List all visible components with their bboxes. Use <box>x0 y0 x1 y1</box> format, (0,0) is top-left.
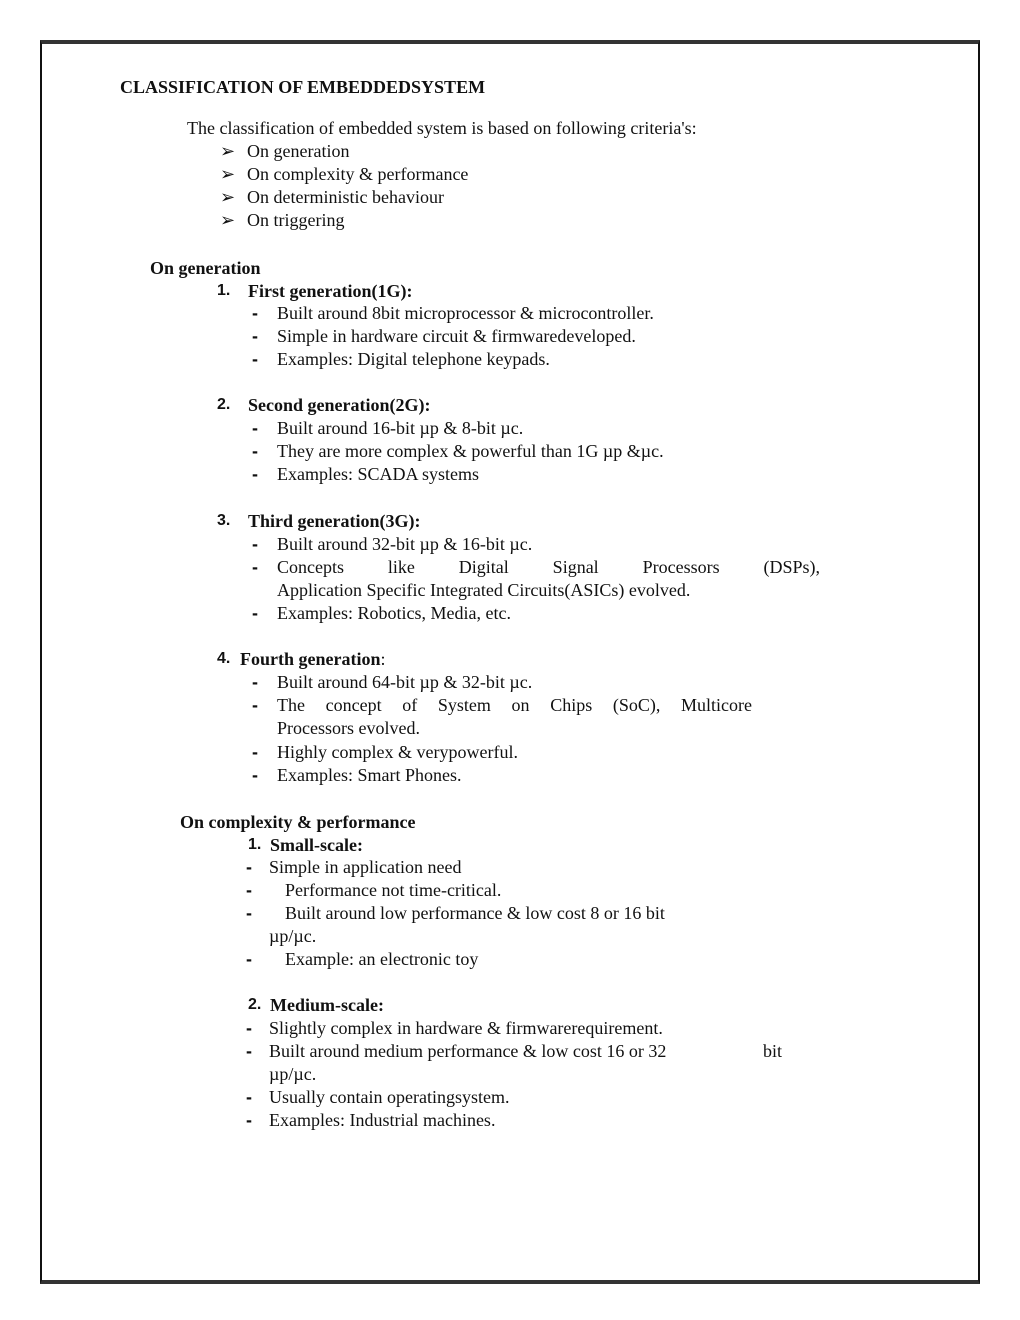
point: Concepts like Digital Signal Processors (DSPs), <box>277 557 820 577</box>
arrow-bullet-icon: ➢ <box>220 141 236 161</box>
criteria-item: On generation <box>247 141 350 161</box>
dash-bullet-icon: - <box>246 903 252 923</box>
item-number: 1. <box>217 282 231 299</box>
point: Built around medium performance & low cost 16 or 32 <box>269 1041 667 1061</box>
section-heading-generation: On generation <box>150 258 261 278</box>
dash-bullet-icon: - <box>252 672 258 692</box>
item-number: 3. <box>217 512 231 529</box>
point: Examples: SCADA systems <box>277 464 480 484</box>
dash-bullet-icon: - <box>252 603 258 623</box>
dash-bullet-icon: - <box>246 1087 252 1107</box>
item-number: 4. <box>217 650 231 667</box>
dash-bullet-icon: - <box>252 534 258 554</box>
point: Built around 64-bit µp & 32-bit µc. <box>277 672 533 692</box>
dash-bullet-icon: - <box>252 326 258 346</box>
dash-bullet-icon: - <box>252 349 258 369</box>
dash-bullet-icon: - <box>246 880 252 900</box>
section-heading-complexity: On complexity & performance <box>180 812 416 832</box>
dash-bullet-icon: - <box>252 765 258 785</box>
document-title: CLASSIFICATION OF EMBEDDEDSYSTEM <box>120 77 486 97</box>
point: The concept of System on Chips (SoC), Multicore <box>277 695 752 715</box>
point-continuation: µp/µc. <box>269 926 317 946</box>
criteria-item: On triggering <box>247 210 345 230</box>
dash-bullet-icon: - <box>252 418 258 438</box>
item-title: First generation(1G): <box>248 281 413 301</box>
dash-bullet-icon: - <box>252 557 258 577</box>
point-continuation: µp/µc. <box>269 1064 317 1084</box>
arrow-bullet-icon: ➢ <box>220 210 236 230</box>
dash-bullet-icon: - <box>252 464 258 484</box>
point: Usually contain operatingsystem. <box>269 1087 510 1107</box>
item-title-suffix: : <box>380 649 386 669</box>
page-border <box>40 40 980 1284</box>
point: Performance not time-critical. <box>285 880 502 900</box>
point: They are more complex & powerful than 1G µp &µc. <box>277 441 664 461</box>
point-continuation: Processors evolved. <box>277 718 420 738</box>
item-title: Medium-scale: <box>270 995 384 1015</box>
point: Example: an electronic toy <box>285 949 479 969</box>
point-continuation: Application Specific Integrated Circuits(ASICs) evolved. <box>277 580 691 600</box>
point: Built around 16-bit µp & 8-bit µc. <box>277 418 524 438</box>
point: Built around low performance & low cost 8 or 16 bit <box>285 903 665 923</box>
item-title: Second generation(2G): <box>248 395 431 415</box>
dash-bullet-icon: - <box>252 695 258 715</box>
point: Examples: Smart Phones. <box>277 765 462 785</box>
point: Built around 8bit microprocessor & microcontroller. <box>277 303 654 323</box>
criteria-item: On complexity & performance <box>247 164 469 184</box>
arrow-bullet-icon: ➢ <box>220 164 236 184</box>
intro-text: The classification of embedded system is based on following criteria's: <box>187 118 697 138</box>
point: Examples: Industrial machines. <box>269 1110 496 1130</box>
point: Simple in hardware circuit & firmwaredeveloped. <box>277 326 636 346</box>
dash-bullet-icon: - <box>252 742 258 762</box>
point: Examples: Digital telephone keypads. <box>277 349 550 369</box>
item-title: Small-scale: <box>270 835 363 855</box>
dash-bullet-icon: - <box>246 1018 252 1038</box>
point: Highly complex & verypowerful. <box>277 742 518 762</box>
point: Built around 32-bit µp & 16-bit µc. <box>277 534 533 554</box>
arrow-bullet-icon: ➢ <box>220 187 236 207</box>
dash-bullet-icon: - <box>252 303 258 323</box>
point: Slightly complex in hardware & firmwarerequirement. <box>269 1018 663 1038</box>
point: Simple in application need <box>269 857 462 877</box>
item-title: Third generation(3G): <box>248 511 421 531</box>
point: Examples: Robotics, Media, etc. <box>277 603 511 623</box>
criteria-item: On deterministic behaviour <box>247 187 444 207</box>
item-title-text: Fourth generation <box>240 649 381 669</box>
dash-bullet-icon: - <box>252 441 258 461</box>
item-number: 1. <box>248 836 262 853</box>
dash-bullet-icon: - <box>246 949 252 969</box>
item-title <box>240 648 386 670</box>
dash-bullet-icon: - <box>246 1041 252 1061</box>
point-trailing-word: bit <box>763 1041 783 1061</box>
dash-bullet-icon: - <box>246 857 252 877</box>
dash-bullet-icon: - <box>246 1110 252 1130</box>
item-number: 2. <box>217 396 231 413</box>
item-number: 2. <box>248 996 262 1013</box>
